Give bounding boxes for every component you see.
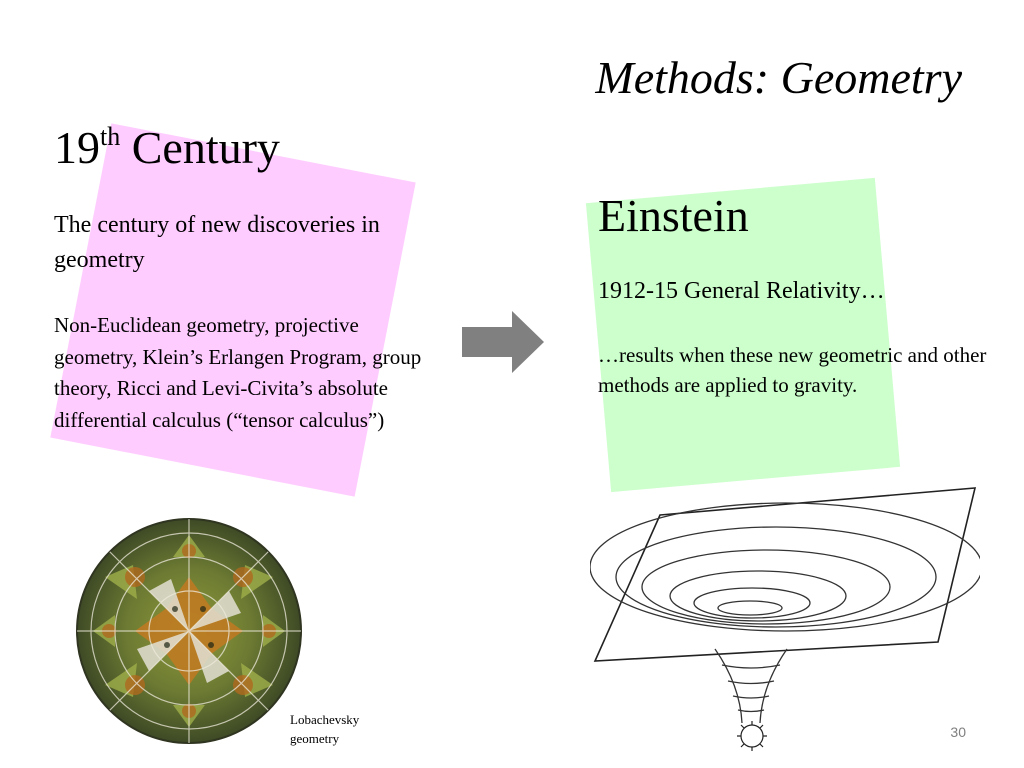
image-caption-line1: Lobachevsky <box>290 712 360 727</box>
relativity-lead-text: 1912-15 General Relativity… <box>598 278 885 304</box>
image-caption <box>290 711 359 749</box>
image-caption-line2: geometry <box>290 730 340 746</box>
century-body-text: Non-Euclidean geometry, projective geometry, Klein’s Erlangen Program, group theory, Ricci and Levi-Civita’s absolute differential calculus (“tensor calculus”) <box>54 313 422 432</box>
century-ordinal-suffix: th <box>100 122 121 151</box>
century-lead-text: The century of new discoveries in geometry <box>54 212 380 273</box>
spacetime-curvature-diagram <box>590 485 980 755</box>
century-number: 19 <box>54 122 100 173</box>
einstein-heading: Einstein <box>598 190 749 241</box>
century-word: Century <box>120 122 280 173</box>
relativity-body-text: …results when these new geometric and other methods are applied to gravity. <box>598 343 987 398</box>
hyperbolic-tiling-image <box>75 517 303 745</box>
right-arrow-icon <box>462 311 546 373</box>
century-heading <box>54 120 280 175</box>
slide-title: Methods: Geometry <box>595 52 962 103</box>
page-number: 30 <box>950 724 966 740</box>
